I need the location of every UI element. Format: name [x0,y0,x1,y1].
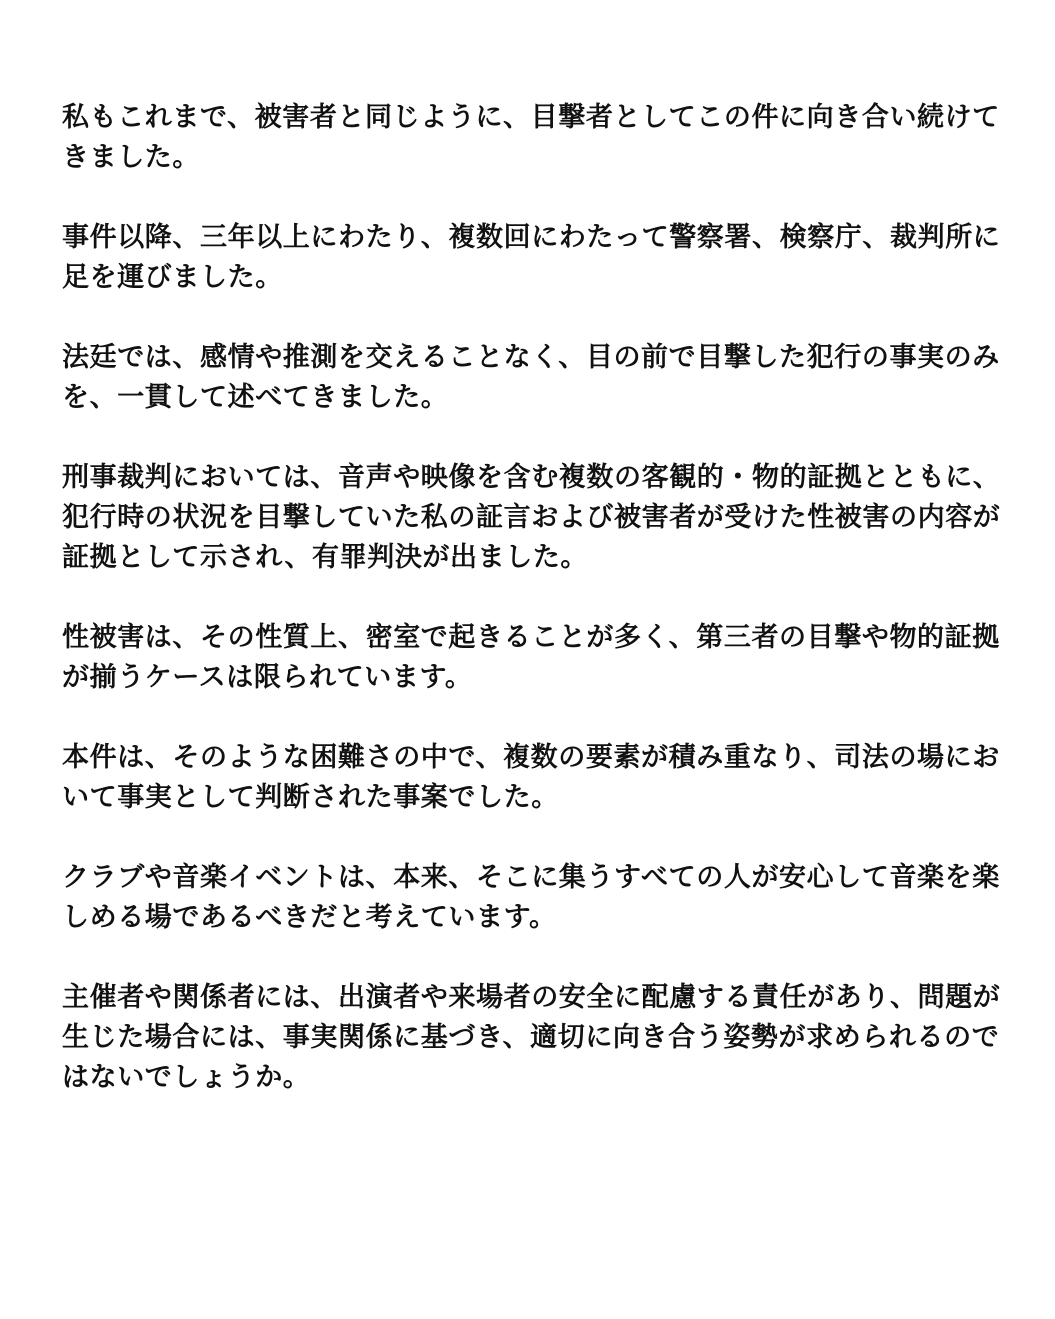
text-line: きました。 [62,142,200,173]
paragraph-2 [62,218,1002,298]
text-line: 性被害は、その性質上、密室で起きることが多く、第三者の目撃や物的証拠 [62,622,1000,653]
text-line: 犯行時の状況を目撃していた私の証言および被害者が受けた性被害の内容が [62,502,1001,533]
paragraph-8 [62,978,1002,1098]
text-line: しめる場であるべきだと考えています。 [62,902,557,933]
text-line: 主催者や関係者には、出演者や来場者の安全に配慮する責任があり、問題が [62,982,1001,1013]
text-line: 証拠として示され、有罪判決が出ました。 [62,542,589,573]
text-line: 本件は、そのような困難さの中で、複数の要素が積み重なり、司法の場にお [62,742,1000,773]
text-line: 事件以降、三年以上にわたり、複数回にわたって警察署、検察庁、裁判所に [62,222,1001,253]
paragraph-1 [62,98,1002,178]
text-line: を、一貫して述べてきました。 [62,382,449,413]
text-line: 足を運びました。 [62,262,283,293]
paragraph-5 [62,618,1002,698]
text-line: 私もこれまで、被害者と同じように、目撃者としてこの件に向き合い続けて [62,102,1000,133]
text-line: はないでしょうか。 [62,1062,311,1093]
text-line: 刑事裁判においては、音声や映像を含む複数の客観的・物的証拠とともに、 [62,462,1001,493]
text-line: 法廷では、感情や推測を交えることなく、目の前で目撃した犯行の事実のみ [62,342,1000,373]
text-line: クラブや音楽イベントは、本来、そこに集うすべての人が安心して音楽を楽 [62,862,1000,893]
text-line: いて事実として判断された事案でした。 [62,782,559,813]
paragraph-7 [62,858,1002,938]
statement-document [62,98,1002,1138]
text-line: が揃うケースは限られています。 [62,662,473,693]
paragraph-6 [62,738,1002,818]
paragraph-4 [62,458,1002,578]
paragraph-3 [62,338,1002,418]
text-line: 生じた場合には、事実関係に基づき、適切に向き合う姿勢が求められるので [62,1022,1000,1053]
